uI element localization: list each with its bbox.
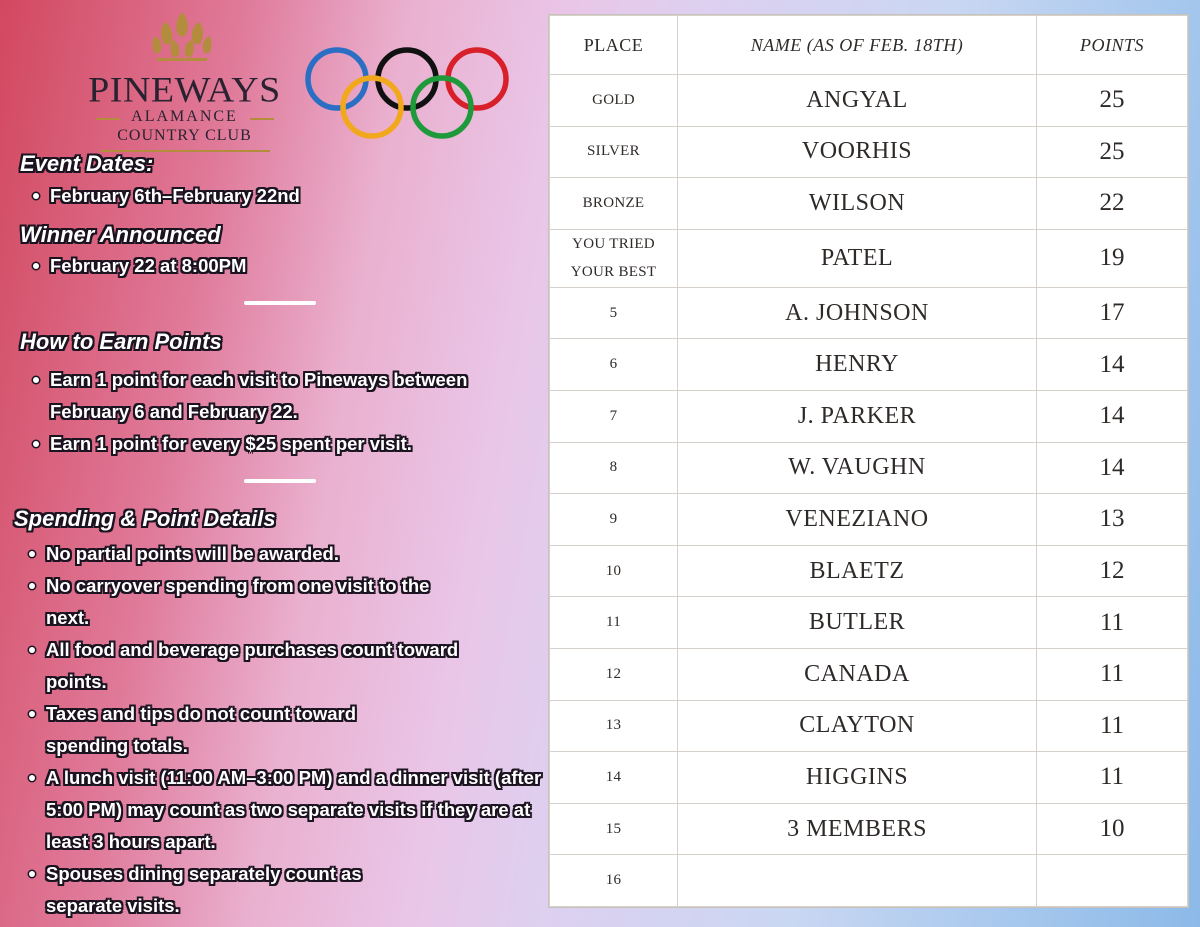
name-cell: PATEL [678,229,1037,287]
place-cell: BRONZE [550,178,678,230]
table-row [550,287,1188,339]
name-cell: 3 MEMBERS [678,803,1037,855]
points-cell: 17 [1037,287,1188,339]
table-row [550,648,1188,700]
list-item: Taxes and tips do not count toward spending totals. [24,698,436,762]
pineways-logo [82,10,287,145]
list-item: Earn 1 point for every $25 spent per visit. [28,428,543,460]
points-cell: 12 [1037,545,1188,597]
column-header-points: POINTS [1037,16,1188,75]
place-cell: SILVER [550,126,678,178]
table-row [550,178,1188,230]
place-cell: 14 [550,752,678,804]
table-row [550,752,1188,804]
table-row [550,855,1188,907]
table-row [550,390,1188,442]
list-item: February 22 at 8:00PM [28,250,528,282]
points-cell: 14 [1037,390,1188,442]
column-header-name: NAME (AS OF FEB. 18TH) [678,16,1037,75]
logo-rule-right [250,118,274,120]
place-cell: 7 [550,390,678,442]
points-cell: 14 [1037,442,1188,494]
spending-heading: Spending & Point Details [14,506,276,531]
list-item: Earn 1 point for each visit to Pineways between February 6 and February 22. [28,364,543,428]
name-cell: BUTLER [678,597,1037,649]
list-item: All food and beverage purchases count toward points. [24,634,466,698]
brand-line-2: COUNTRY CLUB [117,127,252,144]
place-cell: 8 [550,442,678,494]
points-cell: 11 [1037,700,1188,752]
table-row [550,339,1188,391]
table-row [550,597,1188,649]
table-row [550,494,1188,546]
list-item: Spouses dining separately count as separate visits. [24,858,436,922]
info-panel [0,0,548,927]
winner-heading: Winner Announced [20,222,221,247]
place-cell: 16 [550,855,678,907]
list-item: No carryover spending from one visit to the next. [24,570,466,634]
event-dates-list [28,180,528,212]
points-cell: 13 [1037,494,1188,546]
list-item: February 6th–February 22nd [28,180,528,212]
points-cell: 11 [1037,597,1188,649]
column-header-place: PLACE [550,16,678,75]
points-cell: 25 [1037,126,1188,178]
section-divider [244,301,316,305]
name-cell: A. JOHNSON [678,287,1037,339]
place-cell: 12 [550,648,678,700]
place-cell: 6 [550,339,678,391]
name-cell: ANGYAL [678,75,1037,127]
brand-name: PINEWAYS [88,70,281,110]
name-cell: HENRY [678,339,1037,391]
event-dates-heading: Event Dates: [20,151,154,176]
name-cell: W. VAUGHN [678,442,1037,494]
points-cell: 25 [1037,75,1188,127]
spending-list [24,538,544,922]
earn-points-list [28,364,543,460]
place-cell: YOU TRIED YOUR BEST [550,229,678,287]
name-cell: BLAETZ [678,545,1037,597]
table-row [550,229,1188,287]
points-cell [1037,855,1188,907]
place-cell: 11 [550,597,678,649]
list-item: No partial points will be awarded. [24,538,466,570]
points-cell: 14 [1037,339,1188,391]
name-cell: HIGGINS [678,752,1037,804]
leaderboard-table [548,14,1189,908]
list-item: A lunch visit (11:00 AM–3:00 PM) and a dinner visit (after 5:00 PM) may count as two separate visits if they are at least 3 hours apart. [24,762,546,858]
table-row [550,442,1188,494]
points-cell: 10 [1037,803,1188,855]
points-cell: 11 [1037,648,1188,700]
olympic-rings-icon [305,45,510,140]
winner-list [28,250,528,282]
place-cell: GOLD [550,75,678,127]
name-cell [678,855,1037,907]
brand-line-1: ALAMANCE [131,108,238,125]
earn-points-heading: How to Earn Points [20,329,222,354]
table-row [550,126,1188,178]
points-cell: 22 [1037,178,1188,230]
name-cell: VOORHIS [678,126,1037,178]
name-cell: J. PARKER [678,390,1037,442]
points-cell: 19 [1037,229,1188,287]
table-row [550,803,1188,855]
table-row [550,545,1188,597]
place-cell: 15 [550,803,678,855]
name-cell: WILSON [678,178,1037,230]
place-cell: 5 [550,287,678,339]
place-cell: 13 [550,700,678,752]
section-divider [244,479,316,483]
place-cell: 9 [550,494,678,546]
place-cell: 10 [550,545,678,597]
name-cell: CLAYTON [678,700,1037,752]
name-cell: CANADA [678,648,1037,700]
pinecone-crest-icon [147,10,217,62]
points-cell: 11 [1037,752,1188,804]
name-cell: VENEZIANO [678,494,1037,546]
table-row [550,700,1188,752]
table-row [550,75,1188,127]
